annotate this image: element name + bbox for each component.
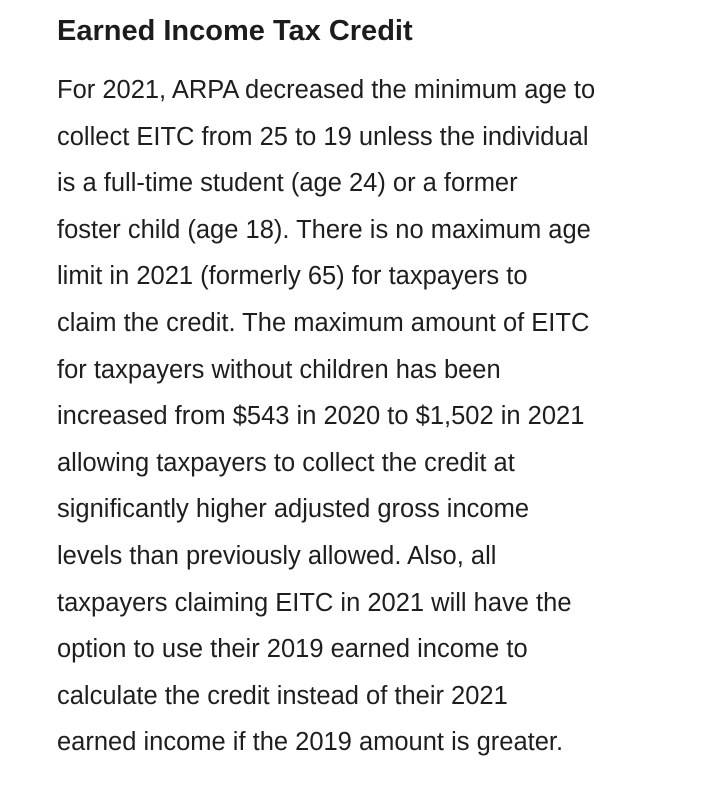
paragraph-line: earned income if the 2019 amount is greater. [57,728,564,757]
paragraph-line: claim the credit. The maximum amount of EITC [57,308,590,337]
paragraph-line: collect EITC from 25 to 19 unless the individual [57,122,589,151]
section-title: Earned Income Tax Credit [57,15,413,47]
paragraph-line: for taxpayers without children has been [57,355,501,384]
paragraph-line: For 2021, ARPA decreased the minimum age to [57,76,596,104]
paragraph-line: allowing taxpayers to collect the credit at [57,448,515,477]
paragraph-line: foster child (age 18). There is no maximum age [57,215,591,244]
paragraph-line: calculate the credit instead of their 2021 [57,681,508,710]
paragraph-line: is a full-time student (age 24) or a former [57,169,518,198]
paragraph-line: increased from $543 in 2020 to $1,502 in 2021 [57,402,585,431]
body-paragraph [57,67,595,766]
paragraph-line: levels than previously allowed. Also, all [57,541,497,570]
paragraph-line: taxpayers claiming EITC in 2021 will have the [57,588,572,617]
paragraph-line: limit in 2021 (formerly 65) for taxpayers to [57,262,528,291]
paragraph-line: option to use their 2019 earned income to [57,635,528,664]
paragraph-line: significantly higher adjusted gross income [57,495,529,524]
